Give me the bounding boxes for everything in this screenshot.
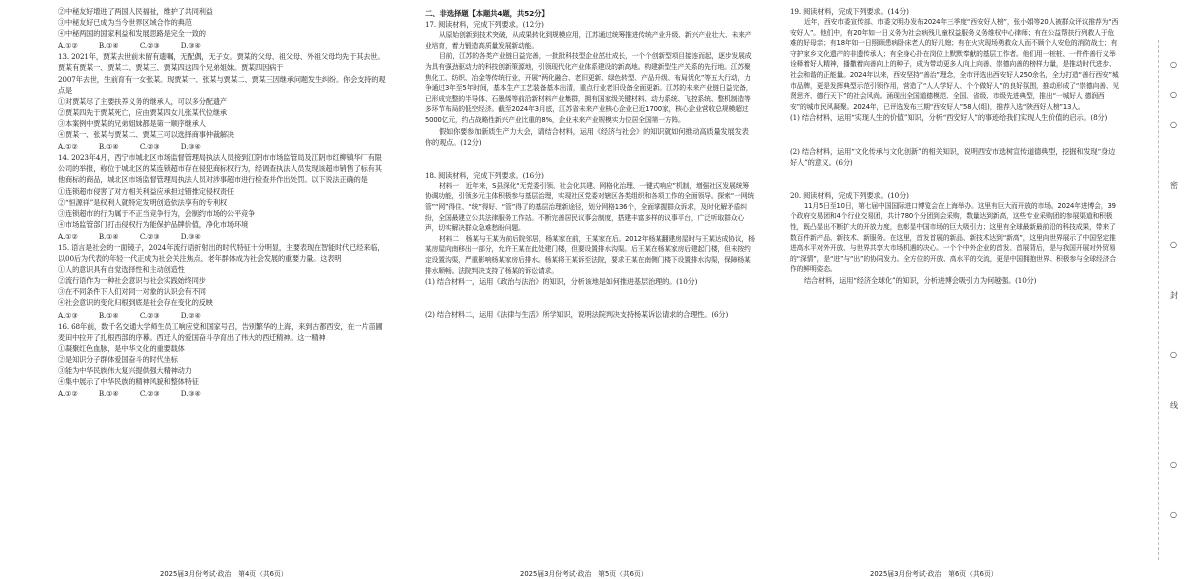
q12-answers: A.①② B.①④ C.②③ D.③④ — [58, 41, 201, 51]
page-5-footer: 2025届3月份考试·政治 第5页（共6页） — [520, 570, 648, 578]
q13-answers: A.①② B.①④ C.②③ D.③④ — [58, 142, 201, 152]
section-heading: 二、非选择题【本题共4题，共52分】 — [425, 9, 549, 18]
q20-title: 20. 阅读材料，完成下列要求。(10分) — [790, 190, 909, 200]
q14-option-1: ①连锁超市侵害了对方相关利益应承担过错推定侵权责任 — [58, 186, 234, 196]
q18-material-1: 材料一 近年来，S县深化“无党委引领、社会化共建、网格化治理、一键式响应”机制，增强社区发展统筹协调功能，引领多元主体积极参与基层治理，实现社区党委对辖区各类组织和各项工作的全面领导。探索“一网统管”“网”得住、“统”得好、“管”得了的基层治理新途径，划分网格136个，全面掌握群众诉求，及时化解矛盾纠纷，全国最建立公共法律服务工作站。不断完善居民议事会制度，搭建丰富多样的议事平台，广泛听取群众心声，切实解决群众急难愁盼问题。 — [425, 181, 755, 233]
page-4-column — [58, 6, 388, 399]
q13-option-3: ③本案例中贾某的兄弟姐妹都是第一顺序继承人 — [58, 118, 206, 128]
q15-option-4: ④社会意识的变化归根到底是社会存在变化的反映 — [58, 298, 213, 308]
q16-option-2: ②是知识分子群体爱国奋斗的时代坐标 — [58, 354, 178, 364]
q14-stem: 14. 2023年4月，西宁市城北区市场监督管理局执法人员接到江阴市市场监管局及江阴市红柳镇华厂有限公司的举报，称位于城北区的某连锁超市存在侵犯商标权行为，经调查执法人员发现该超市销售了标有其他商标的商品，城北区市场监督管理局执法人员对涉事超市进行检查并作出处罚。以下说法正确的是 — [58, 153, 382, 185]
q14-option-2: ②“恒源祥”是权利人就特定发明创造依法享有的专利权 — [58, 197, 227, 207]
q16-option-4: ④集中展示了中华民族的精神风貌和整体特征 — [58, 377, 199, 387]
page-6-column — [790, 6, 1120, 286]
q15-option-1: ①人的意识具有自觉选择性和主动创造性 — [58, 265, 185, 275]
q13-stem-cont: 2007年去世，生前育有一女张某。现贾某一、张某与贾某二、贾某三因继承问题发生纠纷。你会支持的观点是 — [58, 74, 386, 95]
margin-mark: ○ — [1170, 350, 1177, 359]
q14-answers: A.①② B.①④ C.②③ D.③④ — [58, 231, 201, 241]
margin-char-mi: 密 — [1170, 181, 1178, 190]
q13-option-1: ①对贾某尽了主要扶养义务的继承人，可以多分配遗产 — [58, 96, 227, 106]
q17-title: 17. 阅读材料，完成下列要求。(12分) — [425, 20, 544, 30]
q13-stem: 13. 2021年，贾某去世前未留有遗嘱，无配偶，无子女。贾某的父母、祖父母、外祖父母均先于其去世。贾某有贾某一、贾某二、贾某三、贾某四这四个兄弟姐妹。贾某四因病于 — [58, 52, 385, 73]
q16-answers: A.①② B.①④ C.②③ D.③④ — [58, 389, 201, 399]
margin-char-feng: 封 — [1170, 291, 1178, 300]
q15-option-2: ②流行语作为一种社会意识与社会实践始终同步 — [58, 276, 206, 286]
margin-mark: ○ — [1170, 60, 1177, 69]
q19-question-2: (2) 结合材料，运用“文化传承与文化创新”的相关知识，说明西安市选树宣传道德典型，挖掘和发现“身边好人”的意义。(6分) — [790, 146, 1116, 167]
margin-mark: ○ — [1170, 510, 1177, 519]
q18-question-2: (2) 结合材料二，运用《法律与生活》所学知识，说明法院判决支持杨某诉讼请求的合理性。(6分) — [425, 310, 729, 320]
q13-option-2: ②贾某四先于贾某死亡，应由贾某四女儿张某代位继承 — [58, 107, 227, 117]
q12-option-3: ③中秘友好已成为当今世界区域合作的典范 — [58, 18, 192, 28]
page-6-footer: 2025届3月份考试·政治 第6页（共6页） — [870, 570, 998, 578]
q17-question: 假如你要参加新质生产力大会，请结合材料，运用《经济与社会》的知识就如何推动高质量发展发表你的观点。(12分) — [425, 126, 749, 147]
q14-option-4: ④市场监管部门打击侵权行为能保护品牌价值，净化市场环境 — [58, 219, 249, 229]
q15-option-3: ③在不同条件下人们对同一对象的认识会有不同 — [58, 287, 206, 297]
q18-material-2: 材料二 杨某与王某为前后院邻居，杨某家在前，王某家在后。2012年杨某翻建房屋时与王某达成协议，杨某房屋向南移出一部分，允许王某在此处建门楼，但要设置排水沟渠。后王某在杨某家房后建起门楼，但未按约定设置沟渠，严重影响杨某家房后排水。杨某将王某诉至法院，要求王某在南侧门楼下设置排水沟渠，保障杨某排水顺畅。法院判决支持了杨某的诉讼请求。 — [425, 234, 755, 275]
q19-title: 19. 阅读材料，完成下列要求。(14分) — [790, 7, 909, 16]
margin-mark: ○ — [1170, 460, 1177, 469]
margin-mark: ○ — [1170, 90, 1177, 99]
q12-option-2: ②中秘友好增进了两国人民福祉，维护了共同利益 — [58, 7, 213, 16]
page-4-footer: 2025届3月份考试·政治 第4页（共6页） — [160, 570, 288, 578]
q15-answers: A.①③ B.①④ C.②③ D.②④ — [58, 310, 201, 320]
q12-option-4: ④中秘两国的国家利益和发展思路是完全一致的 — [58, 29, 206, 39]
q14-option-3: ③连锁超市的行为属于不正当竞争行为，会制约市场的公平竞争 — [58, 208, 256, 218]
binding-margin — [1168, 40, 1182, 560]
margin-mark: ○ — [1170, 120, 1177, 129]
binding-dashed-line — [1158, 40, 1159, 560]
q20-material: 11月5日至10日，第七届中国国际进口博览会在上海举办。这里有巨大而开放的市场。2024年进博会，39个政府交易团和4个行业交易团，共计780个分团到会采购，数量达到新高，这些专业采购团的参展渠道和积极性，既凸显出不断扩大的开放力度，也彰显中国市场的巨大吸引力；这里有全球最新最前沿的科技成果，带来了数百件新产品、新技术、新服务。在这里，首发首展的新品、新技术达到“新高”，这里向世界展示了中国坚定推进高水平对外开放、与世界共享大市场机遇的决心。一个个中外企业的首发、首展背后，是与我国开展对外贸易的“深情”，是“进”与“出”的协同发力。全方位的开放、高水平的交流，更是中国拥抱世界、积极参与全球经济合作的鲜明姿态。 — [790, 201, 1116, 274]
page-5-column — [425, 6, 755, 320]
q18-question-1: (1) 结合材料一，运用《政治与法治》的知识，分析该地是如何推进基层治理的。(10分) — [425, 277, 698, 287]
q16-stem: 16. 68年前，数千名交通大学师生员工响应党和国家号召，告别繁华的上海，来到古都西安，在一片苗圃麦田中拉开了扎根西部的序幕。西迁人的爱国奋斗孕育出了伟大的西迁精神。这一精神 — [58, 321, 383, 342]
q20-question: 结合材料，运用“经济全球化”的知识，分析进博会吸引力为何越强。(10分) — [804, 275, 1037, 285]
q16-option-3: ③能为中华民族伟大复兴提供强大精神动力 — [58, 366, 192, 375]
q17-material-2: 目前，江苏的各类产业链日益完善，一批批科技型企业茁壮成长，一个个创新型项目接连而起，逐步发展成为具有强劲驱动力的科技创新策源地，引领现代化产业体系建设的新高地。构建新型生产关系的先行地。江苏聚焦化工、纺织、冶金等传统行业，开展“两化融合、老旧更新、绿色转型、产品升级、布局优化”等五大行动，力争通过3年至5年时间，基本生产工艺装备基本出清，重点行业老旧设备全面更新。江苏的未来产业链日益完备，已形成完整的半导体、石墨烯等前沿新材料产业集群，拥有国家级关键材料、动力系统、飞控系统、整机制造等多环节布局的低空经济。截至2024年3月底，江苏省未来产业核心企业已近1700家，核心企业营收总规模超过5000亿元，约占战略性新兴产业比重的8%，企业未来产业规模实力位居全国第一方阵。 — [425, 52, 753, 124]
q18-title: 18. 阅读材料，完成下列要求。(16分) — [425, 170, 544, 180]
q16-option-1: ①凝聚红色血脉，是中华文化的重要载体 — [58, 343, 185, 353]
q19-question-1: (1) 结合材料，运用“实现人生的价值”知识，分析“西安好人”的事迹给我们实现人生价值的启示。(8分) — [790, 113, 1108, 123]
margin-char-xian: 线 — [1170, 401, 1178, 410]
margin-mark: ○ — [1170, 240, 1177, 249]
q13-option-4: ④贾某一、张某与贾某二、贾某三可以选择商事仲裁解决 — [58, 130, 234, 140]
q15-stem: 15. 语言是社会的一面镜子，2024年流行语折射出的时代特征十分明显，主要表现在智能时代已经来临，以00后为代表的年轻一代正成为社会关注焦点、老年群体成为社会发展的重要力量。这表明 — [58, 242, 385, 264]
q19-material: 近年，西安市委宣传部、市委文明办发布2024年三季度“西安好人榜”，张小娟等20人被群众评议推荐为“西安好人”。他们中，有20年如一日义务为社会病残儿童权益服务义务维权中心律师；有在公益帮扶行列救人于危难的好母亲；有18年如一日照顾患病卧床老人的好儿媳；有在火灾现场勇救众人而不顾个人安危的消防战士；有守护家乡文化遗产的非遗传承人；有全身心扑在岗位上默默奉献的基层工作者。他们用一桩桩、一件件善行义举诠释着好人精神，播撒着向善向上的种子，成为带动更多人向上向善、崇德向善的榜样力量，是推动时代进步、社会和谐的正能量。2024年以来，西安坚持“善治”理念，全市评选出西安好人250余名，全力打造“善行西安”城市品牌，更是发挥典型示范引领作用，营造了“人人学好人、个个做好人”的良好氛围，推动形成了“崇德向善、见贤思齐、德行天下”的社会风尚。涌现出全国道德模范、全国、省级、市级先进典型，推出“一城好人 德润西安”的城市民风凝聚。2024年，已评选发布三期“西安好人”58人(组)，推荐入选“陕西好人榜”13人。 — [790, 18, 1120, 111]
q17-material-1: 从原始创新到技术突破，从成果转化到规模应用，江苏通过统筹推进传统产业升级、新兴产业壮大、未来产业培育，着力锻造高质量发展新动能。 — [425, 31, 752, 50]
